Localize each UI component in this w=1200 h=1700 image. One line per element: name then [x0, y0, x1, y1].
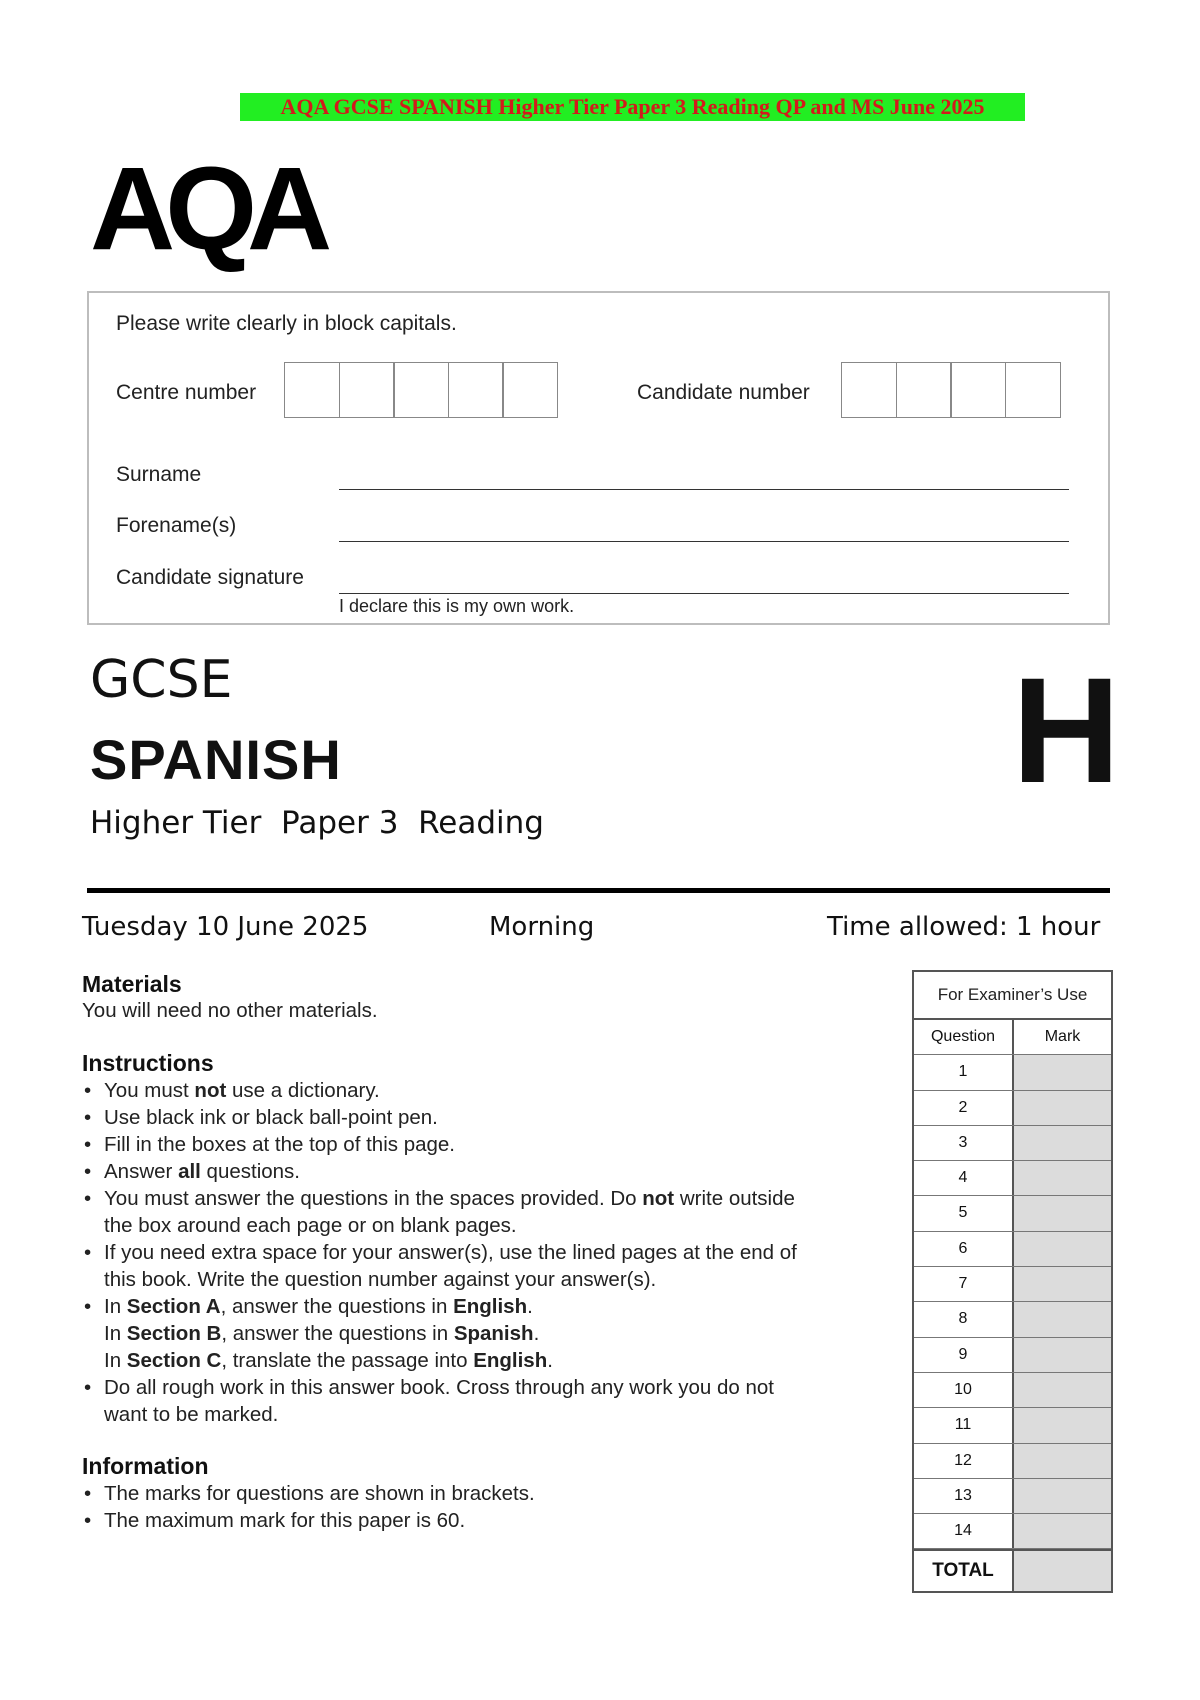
- examiner-table-body: [914, 1055, 1111, 1549]
- information-list: [82, 1480, 535, 1534]
- table-row: [914, 1338, 1111, 1373]
- exam-date: Tuesday 10 June 2025: [82, 912, 369, 942]
- list-item: • In Section A, answer the questions in English. In Section B, answer the questions in Spanish. In Section C, translate the passage into English.: [82, 1293, 797, 1374]
- question-column-header: Question: [914, 1020, 1014, 1054]
- list-item: • The maximum mark for this paper is 60.: [82, 1507, 535, 1534]
- list-item: • You must not use a dictionary.: [82, 1077, 797, 1104]
- mark-cell: [1014, 1232, 1111, 1266]
- question-number-cell: 1: [914, 1055, 1014, 1089]
- mark-cell: [1014, 1091, 1111, 1125]
- centre-digit-box[interactable]: [448, 362, 504, 418]
- signature-label: Candidate signature: [116, 566, 304, 589]
- candidate-digit-box[interactable]: [950, 362, 1006, 418]
- table-row: [914, 1373, 1111, 1408]
- candidate-number-boxes: [841, 362, 1059, 418]
- document-banner: AQA GCSE SPANISH Higher Tier Paper 3 Reading QP and MS June 2025: [240, 93, 1025, 121]
- materials-text: You will need no other materials.: [82, 999, 378, 1022]
- question-number-cell: 9: [914, 1338, 1014, 1372]
- aqa-logo: AQA: [90, 143, 323, 275]
- mark-cell: [1014, 1408, 1111, 1442]
- table-row: [914, 1055, 1111, 1090]
- candidate-details-box: [87, 291, 1110, 625]
- subject-title: SPANISH: [90, 728, 342, 791]
- header-rule: [87, 888, 1110, 893]
- table-row: [914, 1444, 1111, 1479]
- list-item: • You must answer the questions in the spaces provided. Do not write outside the box around each page or on blank pages.: [82, 1185, 797, 1239]
- mark-cell: [1014, 1479, 1111, 1513]
- examiner-table-title: For Examiner’s Use: [914, 972, 1111, 1020]
- question-number-cell: 7: [914, 1267, 1014, 1301]
- question-number-cell: 13: [914, 1479, 1014, 1513]
- mark-cell: [1014, 1126, 1111, 1160]
- candidate-number-label: Candidate number: [637, 381, 810, 404]
- table-row: [914, 1196, 1111, 1231]
- mark-cell: [1014, 1302, 1111, 1336]
- mark-cell: [1014, 1373, 1111, 1407]
- instructions-list: [82, 1077, 797, 1428]
- tier-letter: H: [1012, 646, 1121, 814]
- question-number-cell: 11: [914, 1408, 1014, 1442]
- mark-cell: [1014, 1055, 1111, 1089]
- exam-session: Morning: [489, 912, 595, 942]
- paper-title: Higher Tier Paper 3 Reading: [90, 805, 544, 841]
- table-row: [914, 1267, 1111, 1302]
- qualification-title: GCSE: [90, 650, 233, 710]
- examiner-use-table: [912, 970, 1113, 1593]
- table-row: [914, 1161, 1111, 1196]
- question-number-cell: 3: [914, 1126, 1014, 1160]
- materials-heading: Materials: [82, 971, 182, 997]
- centre-number-boxes: [284, 362, 557, 418]
- list-item: • Do all rough work in this answer book. Cross through any work you do not want to be marked.: [82, 1374, 797, 1428]
- centre-number-label: Centre number: [116, 381, 257, 404]
- centre-digit-box[interactable]: [284, 362, 340, 418]
- centre-digit-box[interactable]: [502, 362, 558, 418]
- question-number-cell: 2: [914, 1091, 1014, 1125]
- forename-label: Forename(s): [116, 514, 237, 537]
- forename-field[interactable]: [339, 541, 1069, 542]
- surname-label: Surname: [116, 463, 202, 486]
- question-number-cell: 4: [914, 1161, 1014, 1195]
- examiner-total-row: [914, 1549, 1111, 1591]
- list-item: • Answer all questions.: [82, 1158, 797, 1185]
- question-number-cell: 14: [914, 1514, 1014, 1548]
- centre-digit-box[interactable]: [393, 362, 449, 418]
- question-number-cell: 6: [914, 1232, 1014, 1266]
- table-row: [914, 1091, 1111, 1126]
- surname-field[interactable]: [339, 489, 1069, 490]
- list-item: • Use black ink or black ball-point pen.: [82, 1104, 797, 1131]
- form-instruction: Please write clearly in block capitals.: [116, 312, 457, 335]
- mark-cell: [1014, 1514, 1111, 1548]
- question-number-cell: 8: [914, 1302, 1014, 1336]
- time-allowed: Time allowed: 1 hour: [827, 912, 1101, 942]
- table-row: [914, 1514, 1111, 1549]
- question-number-cell: 12: [914, 1444, 1014, 1478]
- question-number-cell: 10: [914, 1373, 1014, 1407]
- table-row: [914, 1408, 1111, 1443]
- centre-digit-box[interactable]: [339, 362, 395, 418]
- list-item: • Fill in the boxes at the top of this page.: [82, 1131, 797, 1158]
- information-heading: Information: [82, 1453, 209, 1479]
- candidate-digit-box[interactable]: [1005, 362, 1061, 418]
- mark-cell: [1014, 1444, 1111, 1478]
- table-row: [914, 1479, 1111, 1514]
- list-item: • The marks for questions are shown in brackets.: [82, 1480, 535, 1507]
- mark-cell: [1014, 1267, 1111, 1301]
- list-item: • If you need extra space for your answer(s), use the lined pages at the end of this book. Write the question number against your answer(s).: [82, 1239, 797, 1293]
- table-row: [914, 1126, 1111, 1161]
- signature-field[interactable]: [339, 593, 1069, 594]
- instructions-heading: Instructions: [82, 1050, 214, 1076]
- mark-cell: [1014, 1161, 1111, 1195]
- table-row: [914, 1302, 1111, 1337]
- declaration-text: I declare this is my own work.: [339, 596, 575, 616]
- mark-cell: [1014, 1196, 1111, 1230]
- question-number-cell: 5: [914, 1196, 1014, 1230]
- mark-column-header: Mark: [1014, 1020, 1111, 1054]
- total-label: TOTAL: [914, 1551, 1014, 1591]
- table-row: [914, 1232, 1111, 1267]
- examiner-table-header: [914, 1020, 1111, 1055]
- mark-cell: [1014, 1338, 1111, 1372]
- candidate-digit-box[interactable]: [896, 362, 952, 418]
- candidate-digit-box[interactable]: [841, 362, 897, 418]
- total-mark-cell: [1014, 1551, 1111, 1591]
